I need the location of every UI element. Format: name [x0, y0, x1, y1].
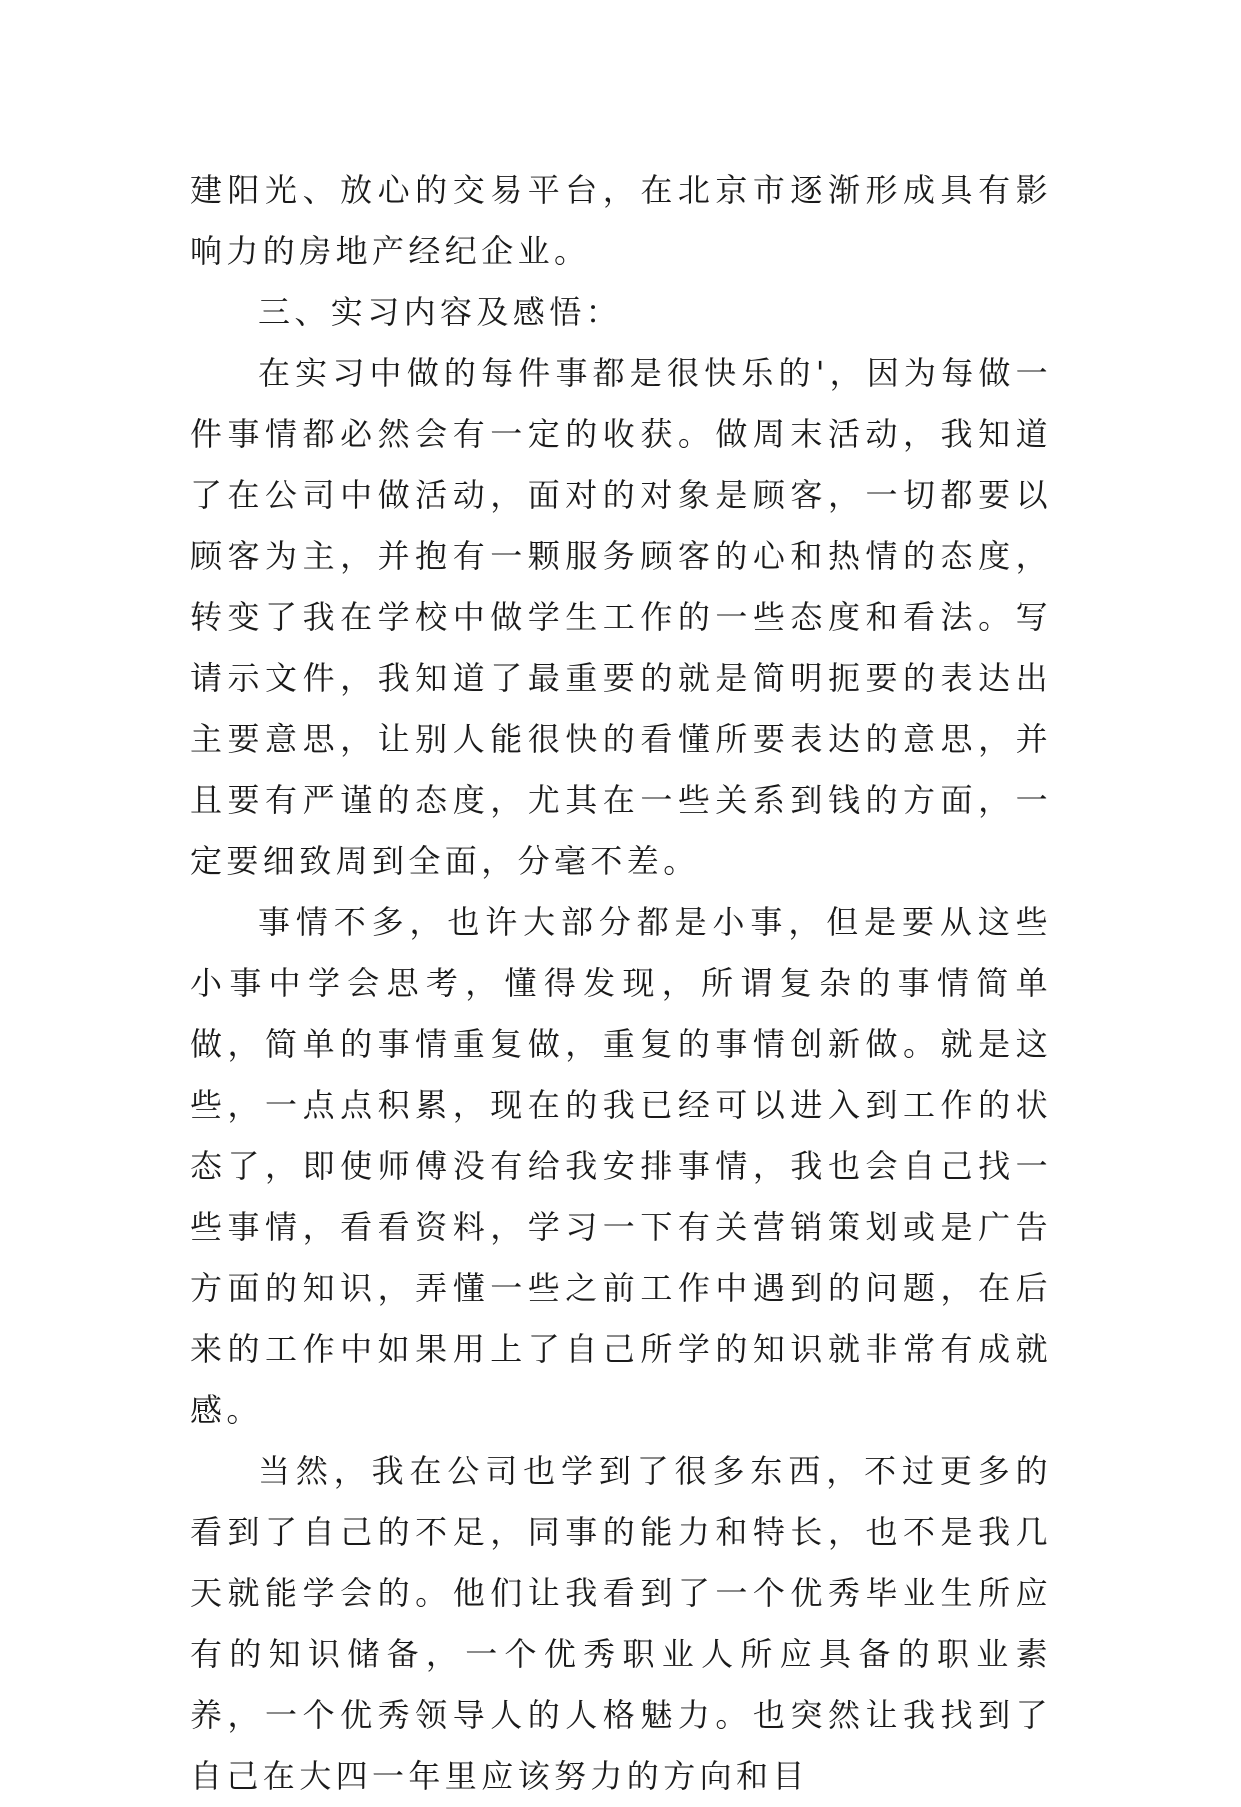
paragraph-4: 当然，我在公司也学到了很多东西，不过更多的看到了自己的不足，同事的能力和特长，也不是我几天就能学会的。他们让我看到了一个优秀毕业生所应有的知识储备，一个优秀职业人所应具备的职业素养，一个优秀领导人的人格魅力。也突然让我找到了自己在大四一年里应该努力的方向和目	[190, 1452, 1052, 1795]
paragraph-2: 在实习中做的每件事都是很快乐的'，因为每做一件事情都必然会有一定的收获。做周末活动，我知道了在公司中做活动，面对的对象是顾客，一切都要以顾客为主，并抱有一颗服务顾客的心和热情的态度，转变了我在学校中做学生工作的一些态度和看法。写请示文件，我知道了最重要的就是简明扼要的表达出主要意思，让别人能很快的看懂所要表达的意思，并且要有严谨的态度，尤其在一些关系到钱的方面，一定要细致周到全面，分毫不差。	[190, 354, 1052, 880]
section-heading: 三、实习内容及感悟：	[258, 293, 623, 331]
document-page	[190, 160, 1052, 1807]
paragraph-3: 事情不多，也许大部分都是小事，但是要从这些小事中学会思考，懂得发现，所谓复杂的事情简单做，简单的事情重复做，重复的事情创新做。就是这些，一点点积累，现在的我已经可以进入到工作的状态了，即使师傅没有给我安排事情，我也会自己找一些事情，看看资料，学习一下有关营销策划或是广告方面的知识，弄懂一些之前工作中遇到的问题，在后来的工作中如果用上了自己所学的知识就非常有成就感。	[190, 903, 1052, 1429]
paragraph-1: 建阳光、放心的交易平台，在北京市逐渐形成具有影响力的房地产经纪企业。	[190, 171, 1052, 270]
